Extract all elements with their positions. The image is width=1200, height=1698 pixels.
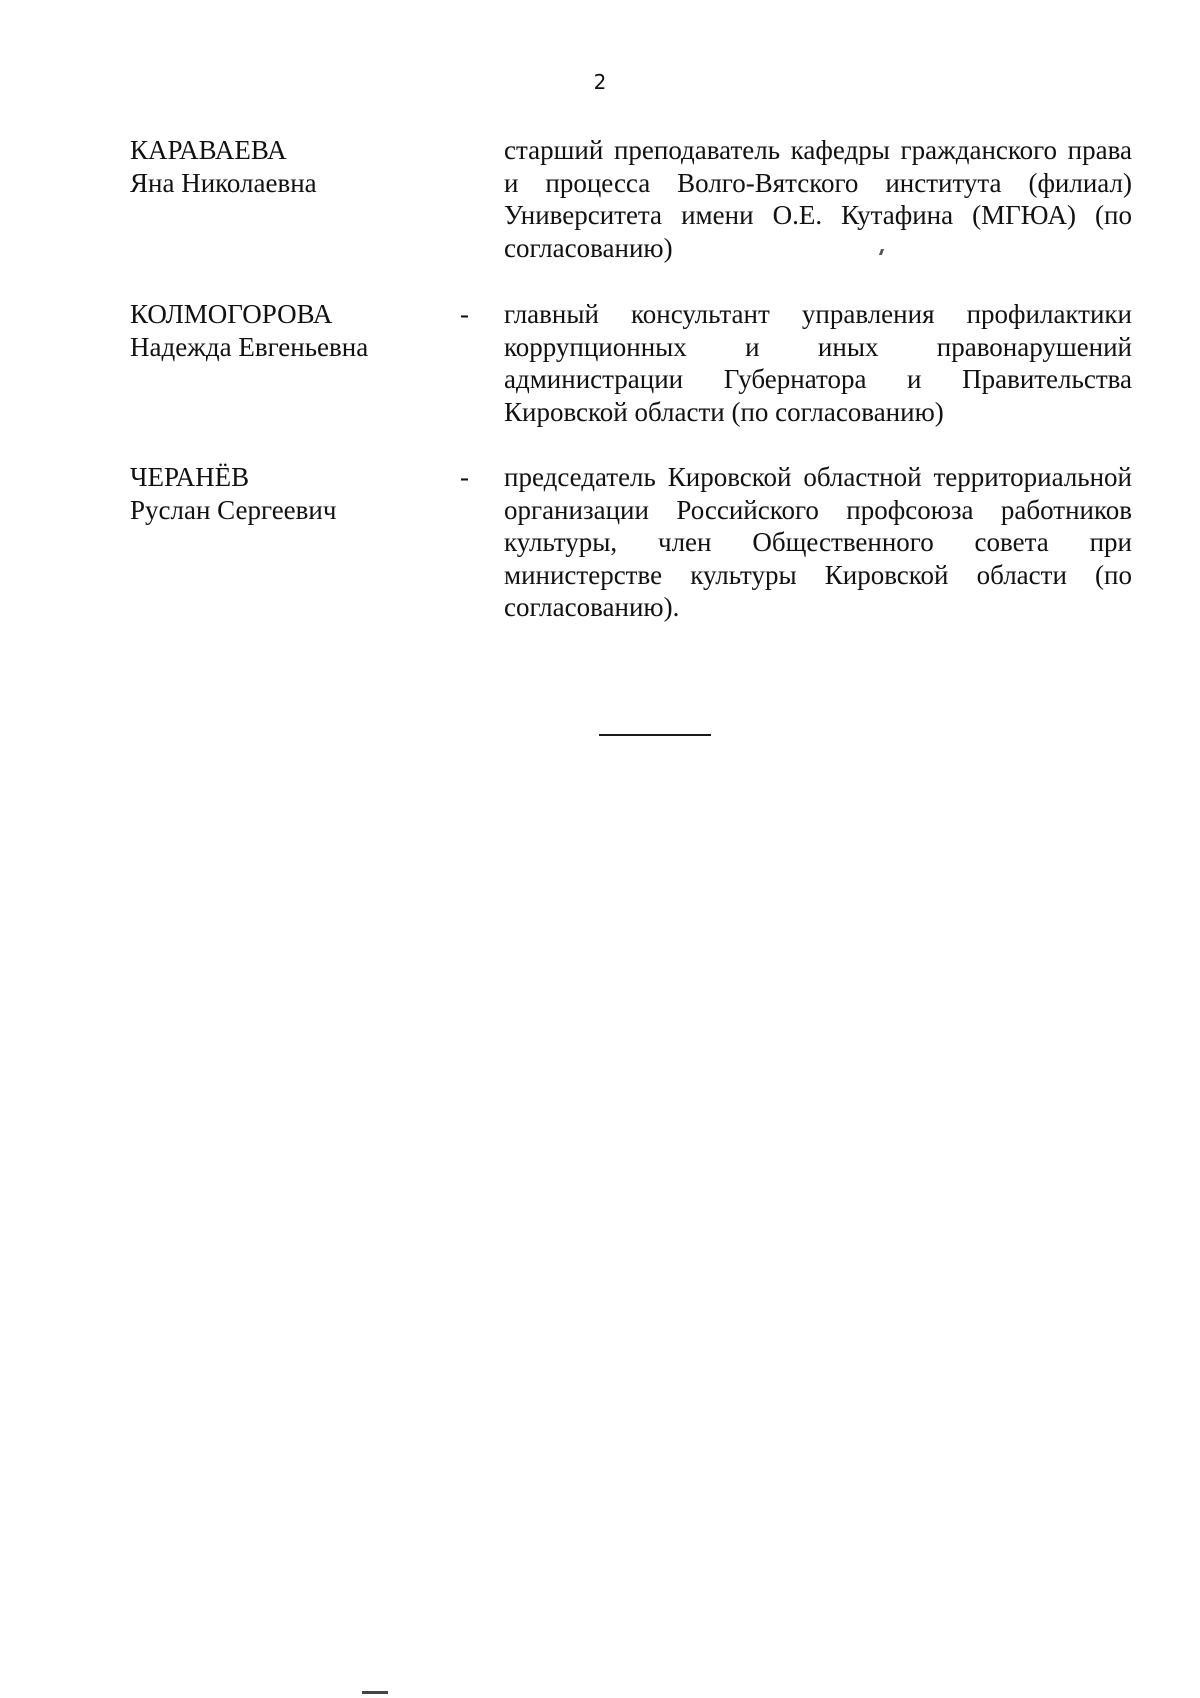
person-name [130,134,450,200]
page-number: 2 [593,70,607,94]
dash-separator: - [460,299,469,329]
end-divider [599,734,711,736]
surname: КАРАВАЕВА [130,135,287,165]
given-names: Яна Николаевна [130,168,317,198]
given-names: Руслан Сергеевич [130,495,337,525]
surname: ЧЕРАНЁВ [130,462,250,492]
position-description: старший преподаватель кафедры гражданского права и процесса Волго-Вятского института (филиал) Университета имени О.Е. Кутафина (МГЮА) (по согласованию) [504,135,1132,263]
surname: КОЛМОГОРОВА [130,299,333,329]
given-names: Надежда Евгеньевна [130,332,369,362]
person-name [130,461,450,527]
position-description: председатель Кировской областной территориальной организации Российского профсоюза работников культуры, член Общественного совета при министерстве культуры Кировской области (по согласованию). [504,462,1132,622]
person-name [130,298,450,364]
position-description: главный консультант управления профилактики коррупционных и иных правонарушений администрации Губернатора и Правительства Кировской области (по согласованию) [504,299,1132,427]
dash-separator: - [460,462,469,492]
scan-artifact [362,1691,388,1694]
